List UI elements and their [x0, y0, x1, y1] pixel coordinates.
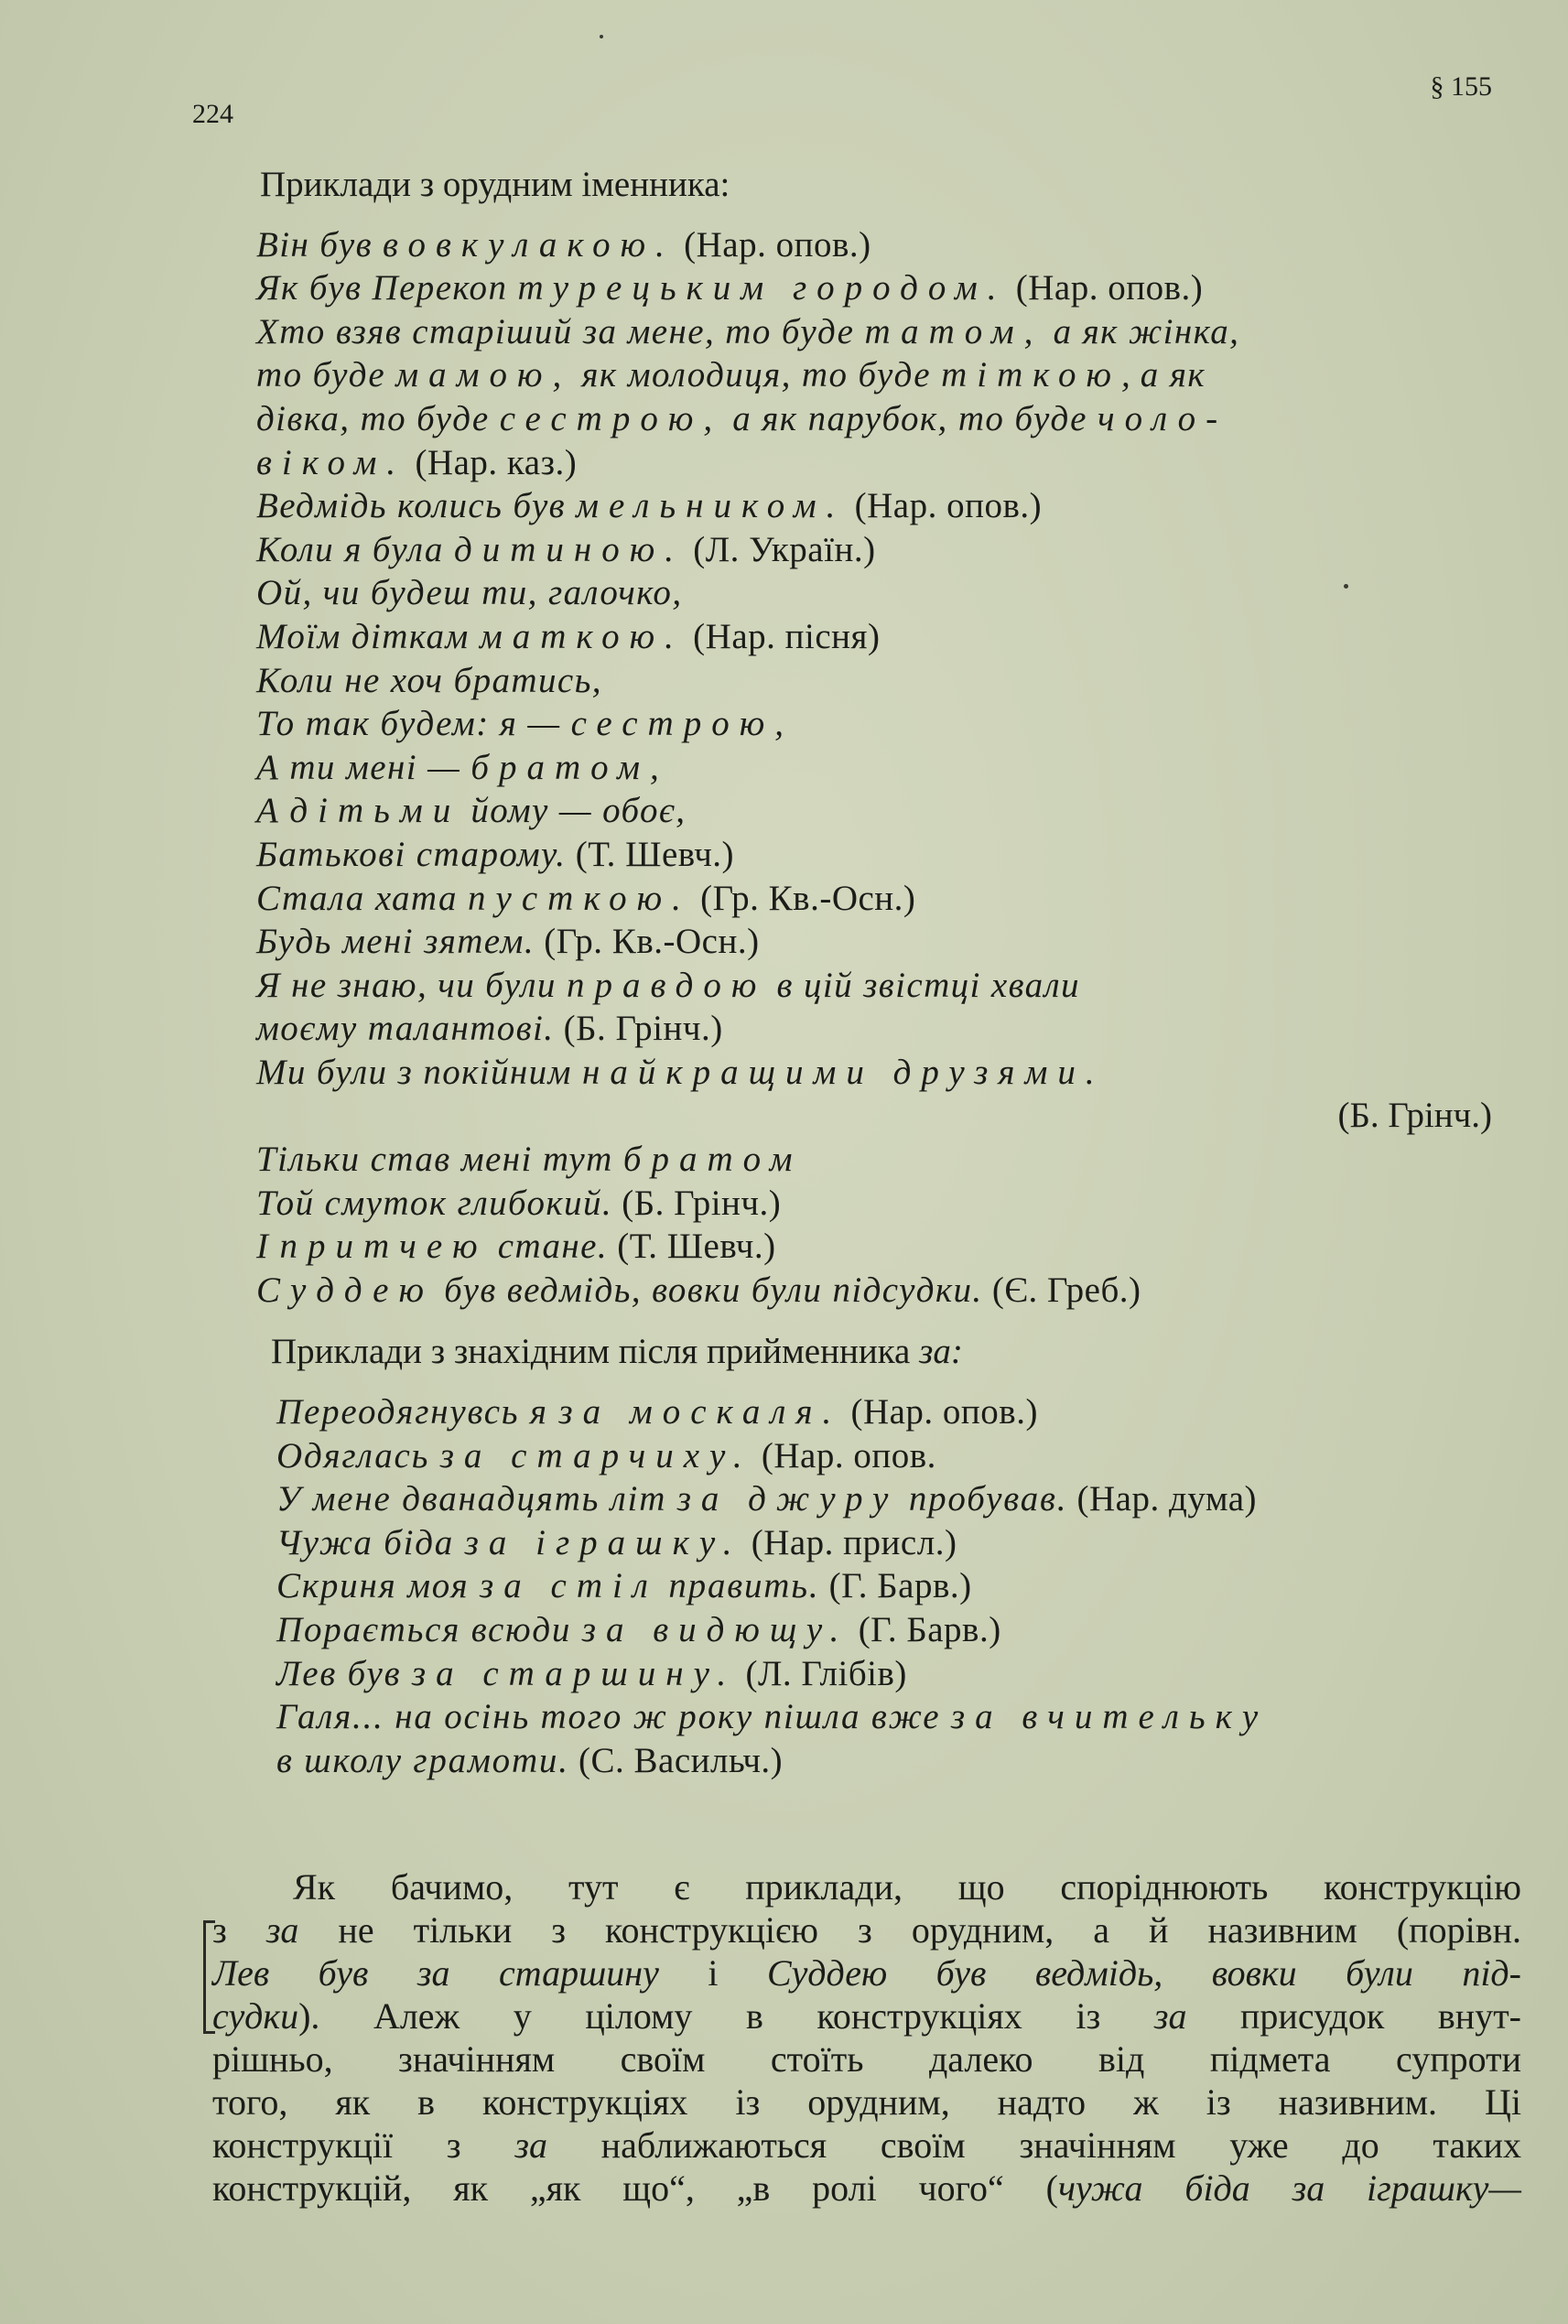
text-segment: моєму талантові. — [256, 1009, 555, 1049]
paragraph-line — [212, 2124, 1521, 2167]
text-segment: править. — [657, 1566, 820, 1606]
text-segment: в школу грамоти. — [276, 1740, 569, 1780]
spaced-emphasis: за іграшку. — [464, 1522, 742, 1562]
text-segment: Коли не хоч братись, — [256, 660, 602, 700]
source-citation: (Б. Грінч.) — [554, 1009, 723, 1049]
text-segment: наближаються своїм значінням уже до таких — [546, 2124, 1521, 2166]
spaced-emphasis: дітьми — [289, 791, 461, 831]
source-citation: (Нар. опов.) — [841, 1392, 1038, 1432]
italic-text: судки — [212, 1995, 299, 2037]
text-segment: а як жінка, — [1043, 311, 1240, 351]
text-segment: конструкції з — [212, 2124, 515, 2166]
text-segment: не тільки з конструкцією з орудним, а й називним (порівн. — [298, 1909, 1521, 1951]
spaced-emphasis: за видющу. — [581, 1610, 849, 1649]
italic-text: чужа біда за іграшку— — [1057, 2167, 1522, 2209]
text-segment: А — [256, 791, 290, 831]
paragraph-line — [212, 2167, 1521, 2210]
source-citation: (Гр. Кв.-Осн.) — [534, 922, 760, 962]
text-line — [256, 441, 1519, 485]
spaced-emphasis: вовкулакою. — [383, 224, 675, 265]
text-line — [256, 920, 1519, 964]
section-intro-instrumental: Приклади з орудним іменника: — [260, 165, 730, 204]
spaced-emphasis: сестрою, — [499, 398, 723, 438]
spaced-emphasis: притчею — [279, 1227, 488, 1267]
source-citation: (Нар. опов.) — [674, 224, 871, 265]
text-segment: Як був Перекоп — [256, 268, 518, 308]
spaced-emphasis: за старшину. — [411, 1653, 737, 1693]
text-segment: конструкцій, як „як що“, „в ролі чого“ ( — [212, 2167, 1058, 2209]
text-segment: Як бачимо, тут є приклади, що споріднюють конструкцію — [293, 1866, 1521, 1908]
text-line — [256, 1182, 1519, 1226]
text-line — [256, 877, 1519, 921]
spaced-emphasis: дитиною. — [453, 529, 684, 569]
text-segment: з — [212, 1909, 266, 1951]
text-line — [256, 1051, 1519, 1095]
text-segment: як молодиця, то буде — [571, 355, 942, 395]
text-segment: І — [256, 1227, 280, 1267]
text-segment: Галя... на осінь того ж року пішла вже — [276, 1697, 951, 1737]
spaced-emphasis: за джуру — [676, 1479, 899, 1519]
source-citation: (Л. Глібів) — [736, 1653, 907, 1693]
source-citation: (Нар. присл.) — [741, 1522, 957, 1562]
text-segment: Будь мені зятем. — [256, 922, 535, 962]
spaced-emphasis: за старчиху. — [439, 1435, 752, 1475]
spaced-emphasis: тіткою, — [941, 355, 1141, 395]
text-segment: Одяглась — [276, 1435, 440, 1475]
source-citation: (Т. Шевч.) — [566, 834, 735, 874]
running-head — [192, 71, 1492, 129]
spaced-emphasis: чоло- — [1098, 398, 1228, 438]
text-segment: Чужа біда — [276, 1522, 465, 1562]
text-segment: і — [658, 1952, 767, 1994]
text-segment: Він був — [256, 224, 384, 265]
source-citation: (Нар. опов.) — [1006, 268, 1204, 308]
spaced-emphasis: за стіл — [480, 1566, 658, 1606]
text-segment: Хто взяв старіший за мене, то буде — [256, 311, 865, 351]
text-line — [256, 528, 1519, 572]
text-segment: рішньо, значінням своїм стоїть далеко від підмета супроти — [212, 2038, 1521, 2080]
text-line — [276, 1434, 1519, 1478]
text-segment: Тільки став мені тут — [256, 1140, 623, 1180]
example-list-instrumental-continued — [256, 1138, 1519, 1312]
text-segment: Ми були з покійним — [256, 1052, 582, 1092]
source-citation: (Гр. Кв.-Осн.) — [690, 878, 916, 918]
source-citation: (Є. Греб.) — [982, 1270, 1141, 1310]
text-segment: Лев був — [276, 1653, 412, 1693]
text-segment: в цій звістці хвали — [766, 965, 1080, 1005]
source-citation: (Б. Грінч.) — [612, 1183, 782, 1223]
text-line — [256, 310, 1519, 354]
text-line — [256, 1007, 1519, 1051]
text-segment: того, як в конструкціях із орудним, надто ж із називним. Ці — [212, 2081, 1521, 2123]
text-segment: То так будем: я — — [256, 704, 571, 744]
text-line — [256, 833, 1519, 877]
spaced-emphasis: за вчительку — [950, 1697, 1269, 1737]
text-segment: Стала хата — [256, 878, 469, 918]
text-segment: то буде — [256, 355, 396, 395]
text-line — [256, 702, 1519, 746]
paper-speck — [600, 35, 603, 38]
text-line — [256, 964, 1519, 1008]
text-line — [276, 1390, 1519, 1434]
text-line — [256, 266, 1519, 310]
commentary-paragraph — [212, 1865, 1521, 2210]
example-list-accusative — [276, 1390, 1519, 1782]
text-segment: стане. — [487, 1227, 609, 1267]
text-segment: Коли я була — [256, 529, 454, 569]
text-line — [256, 746, 1519, 790]
text-segment: йому — обоє, — [460, 791, 687, 831]
spaced-emphasis: маткою. — [479, 616, 684, 656]
paper-speck — [1344, 584, 1348, 589]
text-segment: присудок внут- — [1186, 1995, 1522, 2037]
spaced-emphasis: найкращими друзями. — [582, 1052, 1105, 1092]
text-line — [276, 1608, 1519, 1652]
text-line — [256, 223, 1519, 267]
text-line — [256, 397, 1519, 441]
text-line — [256, 615, 1519, 659]
text-segment: Батькові старому. — [256, 834, 567, 874]
italic-text: за — [514, 2124, 547, 2166]
intro-plain-text: Приклади з знахідним після прийменника — [271, 1332, 920, 1372]
italic-text: за — [265, 1909, 299, 1951]
source-citation: (Нар. опов.) — [845, 486, 1043, 526]
example-list-instrumental — [256, 223, 1519, 1095]
text-segment: а як парубок, то буде — [722, 398, 1098, 438]
text-line — [276, 1739, 1519, 1783]
source-citation: (Г. Барв.) — [849, 1610, 1001, 1649]
text-segment: Переодягнувсь я — [276, 1392, 559, 1432]
paragraph-line — [212, 1908, 1521, 1951]
paragraph-line — [212, 1865, 1521, 1908]
text-line — [276, 1521, 1519, 1565]
page-number: 224 — [192, 99, 233, 129]
text-line — [276, 1477, 1519, 1521]
italic-text: Суддею був ведмідь, вовки були під- — [766, 1952, 1521, 1994]
text-line — [256, 484, 1519, 528]
spaced-emphasis: турецьким городом. — [517, 268, 1007, 308]
source-citation: (Л. Україн.) — [683, 529, 876, 569]
text-segment: А ти мені — — [256, 747, 471, 787]
text-segment: Той смуток глибокий. — [256, 1183, 612, 1223]
source-citation: (Т. Шевч.) — [608, 1227, 776, 1267]
main-text — [256, 163, 1519, 1782]
text-segment: ). Алеж у цілому в конструкціях із — [298, 1995, 1154, 2037]
text-segment: пробував. — [898, 1479, 1068, 1519]
spaced-emphasis: мамою, — [395, 355, 572, 395]
text-line — [256, 1225, 1519, 1269]
text-segment: був ведмідь, вовки були підсудки. — [433, 1270, 983, 1310]
text-segment: Порається всюди — [276, 1610, 582, 1649]
spaced-emphasis: Суддею — [256, 1270, 434, 1310]
paragraph-line — [212, 2038, 1521, 2081]
text-segment: дівка, то буде — [256, 398, 500, 438]
source-citation: (Нар. дума) — [1067, 1479, 1258, 1519]
spaced-emphasis: братом — [622, 1140, 803, 1180]
paragraph-line — [212, 1951, 1521, 1994]
text-line — [276, 1695, 1519, 1739]
text-segment: Я не знаю, чи були — [256, 965, 567, 1005]
text-segment: Скриня моя — [276, 1566, 481, 1606]
spaced-emphasis: за москаля. — [558, 1392, 842, 1432]
text-line — [276, 1652, 1519, 1696]
text-line — [256, 1269, 1519, 1313]
text-line — [256, 659, 1519, 703]
spaced-emphasis: мельником. — [576, 486, 846, 526]
source-citation: (Нар. пісня) — [683, 616, 881, 656]
text-line — [256, 571, 1519, 615]
text-line — [256, 789, 1519, 833]
text-line — [256, 1138, 1519, 1182]
spaced-emphasis: братом, — [470, 747, 669, 787]
section-number: § 155 — [1430, 71, 1492, 102]
source-citation: (Нар. опов. — [752, 1435, 936, 1475]
text-line — [276, 1564, 1519, 1608]
section-intro-accusative — [271, 1330, 1519, 1374]
spaced-emphasis: пусткою. — [468, 878, 691, 918]
italic-text: за — [1153, 1995, 1187, 2037]
spaced-emphasis: сестрою, — [570, 704, 794, 744]
source-citation: (С. Васильч.) — [568, 1740, 784, 1780]
spaced-emphasis: татом, — [864, 311, 1044, 351]
text-segment: Моїм діткам — [256, 616, 480, 656]
right-aligned-source: (Б. Грінч.) — [1337, 1096, 1492, 1136]
source-citation: (Г. Барв.) — [819, 1566, 972, 1606]
text-segment: Ой, чи будеш ти, галочко, — [256, 573, 683, 613]
text-line — [256, 353, 1519, 397]
text-segment: Ведмідь колись був — [256, 486, 577, 526]
text-segment: а як — [1140, 355, 1206, 395]
spaced-emphasis: правдою — [566, 965, 767, 1005]
intro-italic-text: за: — [919, 1332, 963, 1372]
source-citation: (Нар. каз.) — [406, 442, 578, 482]
spaced-emphasis: віком. — [256, 442, 406, 482]
paragraph-line — [212, 2081, 1521, 2124]
italic-text: Лев був за старшину — [212, 1952, 659, 1994]
paragraph-line — [212, 1994, 1521, 2038]
text-segment: У мене дванадцять літ — [276, 1479, 677, 1519]
